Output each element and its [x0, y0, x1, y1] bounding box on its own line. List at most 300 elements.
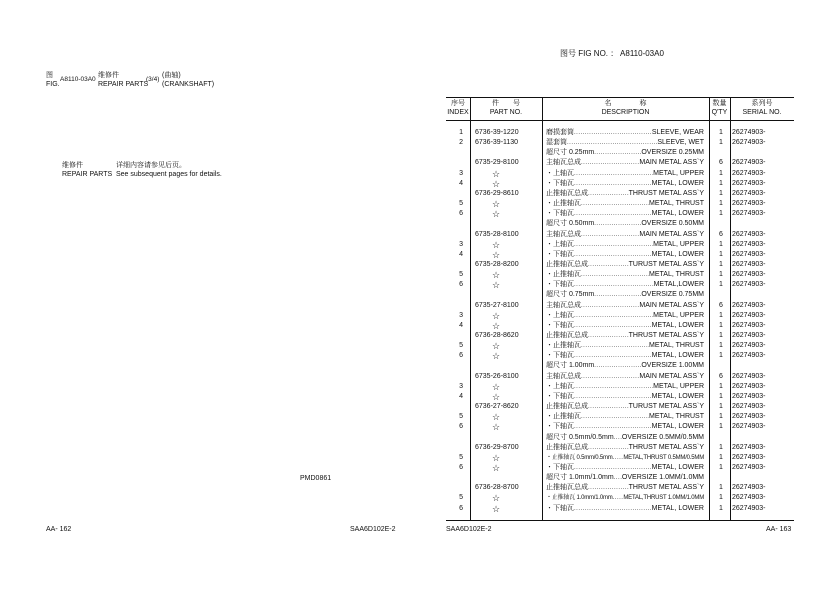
row-description: [546, 179, 704, 189]
star-marker: ☆: [492, 239, 501, 250]
row-description: [546, 422, 704, 432]
row-desc-cn: ・下轴瓦: [546, 281, 574, 289]
row-desc-cn: ・下轴瓦: [546, 321, 574, 329]
row-desc-cn: ・止推轴瓦: [546, 413, 581, 421]
row-index: 3: [459, 311, 463, 319]
table-row: [446, 179, 794, 189]
row-qty: 1: [719, 281, 723, 289]
row-serial: 26274903-: [732, 382, 766, 390]
table-row: [446, 199, 794, 209]
leader-dots: [574, 422, 652, 432]
row-qty: 1: [719, 139, 723, 147]
row-description: [546, 199, 704, 209]
row-description: [546, 331, 704, 341]
header-description: [542, 99, 709, 117]
row-index: 2: [459, 139, 463, 147]
leader-dots: [613, 453, 624, 463]
table-row: [446, 422, 794, 432]
row-description: [546, 473, 704, 483]
row-desc-cn: ・下轴瓦: [546, 504, 574, 512]
leader-dots: [594, 361, 641, 371]
row-desc-cn: 超尺寸 1.00mm: [546, 362, 595, 370]
leader-dots: [588, 189, 629, 199]
row-serial: 26274903-: [732, 159, 766, 167]
row-index: 3: [459, 169, 463, 177]
row-description: [546, 240, 704, 250]
row-desc-cn: ・上轴瓦: [546, 382, 574, 390]
leader-dots: [574, 321, 652, 331]
row-desc-cn: ・下轴瓦: [546, 463, 574, 471]
row-desc-en: METAL, LOWER: [651, 321, 704, 329]
row-description: [546, 219, 704, 229]
row-serial: 26274903-: [732, 372, 766, 380]
repair-parts-en: REPAIR PARTS: [98, 81, 149, 88]
header-serial-en: SERIAL NO.: [742, 109, 782, 116]
row-desc-en: THRUST METAL ASS`Y: [628, 332, 704, 339]
row-description: [546, 311, 704, 321]
fig-number: A8110-03A0: [620, 49, 664, 58]
row-description: [546, 270, 704, 280]
star-marker: ☆: [492, 199, 501, 210]
row-desc-en: METAL, LOWER: [651, 352, 704, 360]
row-index: 6: [459, 281, 463, 289]
row-desc-en: METAL, THRUST: [649, 271, 704, 279]
row-description: [546, 402, 704, 412]
row-desc-cn: 湿套筒: [546, 139, 567, 147]
table-row: [446, 321, 794, 331]
header-part-no: [470, 99, 542, 117]
row-qty: 1: [719, 240, 723, 248]
row-description: [546, 321, 704, 331]
table-row: [446, 493, 794, 503]
row-desc-cn: 磨损套筒: [546, 129, 574, 136]
row-index: 4: [459, 179, 463, 187]
row-desc-en: MAIN METAL ASS`Y: [639, 159, 704, 167]
row-desc-cn: ・上轴瓦: [546, 240, 574, 248]
table-row: [446, 504, 794, 514]
row-serial: 26274903-: [732, 260, 766, 268]
row-desc-cn: 止推轴瓦总成: [546, 189, 588, 197]
table-row: [446, 331, 794, 341]
note-text-en: See subsequent pages for details.: [116, 171, 222, 178]
row-qty: 1: [719, 210, 723, 218]
row-qty: 6: [719, 159, 723, 167]
header-qty-en: Q'TY: [711, 109, 728, 116]
leader-dots: [594, 290, 641, 300]
row-desc-cn: ・下轴瓦: [546, 423, 574, 431]
star-marker: ☆: [492, 462, 501, 473]
row-part-number: 6736-39-1130: [475, 139, 519, 147]
row-serial: 26274903-: [732, 139, 766, 147]
row-serial: 26274903-: [732, 352, 766, 360]
table-row: [446, 412, 794, 422]
row-desc-cn: ・下轴瓦: [546, 210, 574, 218]
row-description: [546, 250, 704, 260]
row-part-number: 6736-29-8700: [475, 443, 519, 451]
row-qty: 1: [719, 484, 723, 492]
row-description: [546, 209, 704, 219]
table-row: [446, 148, 794, 158]
row-desc-en: SLEEVE, WET: [657, 139, 704, 147]
row-desc-cn: ・下轴瓦: [546, 392, 574, 400]
row-index: 5: [459, 494, 463, 502]
header-index-cn: 序号: [451, 100, 465, 107]
row-description: [546, 351, 704, 361]
row-serial: 26274903-: [732, 311, 766, 319]
row-desc-cn: 主轴瓦总成: [546, 230, 581, 238]
leader-dots: [588, 443, 629, 453]
header-serial-cn: 系列号: [751, 100, 773, 107]
row-index: 5: [459, 200, 463, 208]
row-description: [546, 392, 704, 402]
row-index: 3: [459, 240, 463, 248]
table-row: [446, 453, 794, 463]
table-row: [446, 473, 794, 483]
leader-dots: [588, 483, 629, 493]
row-desc-en: METAL,THRUST 1.0MM/1.0MM: [623, 495, 704, 502]
fig-label-cn: 图号: [560, 49, 576, 58]
row-qty: 1: [719, 443, 723, 451]
row-serial: 26274903-: [732, 453, 766, 461]
row-index: 3: [459, 382, 463, 390]
note-label-cn: 维修件: [62, 162, 83, 169]
row-description: [546, 493, 704, 503]
row-part-number: 6735-27-8100: [475, 301, 519, 309]
row-description: [546, 483, 704, 493]
row-serial: 26274903-: [732, 423, 766, 431]
row-desc-en: METAL, UPPER: [653, 311, 704, 319]
part-name-en: (CRANKSHAFT): [162, 81, 215, 88]
row-serial: 26274903-: [732, 463, 766, 471]
row-qty: 1: [719, 332, 723, 339]
leader-dots: [574, 209, 652, 219]
row-serial: 26274903-: [732, 200, 766, 208]
star-marker: ☆: [492, 168, 501, 179]
row-qty: 1: [719, 392, 723, 400]
row-desc-cn: 超尺寸 1.0mm/1.0mm: [546, 474, 614, 482]
row-serial: 26274903-: [732, 494, 766, 502]
leader-dots: [613, 493, 624, 503]
row-desc-en: OVERSIZE 0.5MM/0.5MM: [621, 433, 704, 441]
row-index: 6: [459, 463, 463, 471]
row-desc-en: METAL, LOWER: [651, 210, 704, 218]
row-index: 6: [459, 210, 463, 218]
leader-dots: [581, 412, 649, 422]
leader-dots: [581, 372, 639, 382]
row-desc-en: OVERSIZE 0.75MM: [641, 291, 704, 299]
star-marker: ☆: [492, 381, 501, 392]
table-row: [446, 209, 794, 219]
header-desc-cn: 名 称: [604, 100, 647, 107]
row-desc-en: MAIN METAL ASS`Y: [639, 301, 704, 309]
table-row: [446, 382, 794, 392]
leader-dots: [574, 504, 652, 514]
row-description: [546, 433, 704, 443]
header-qty: [709, 99, 730, 117]
row-description: [546, 382, 704, 392]
row-qty: 1: [719, 342, 723, 350]
row-description: [546, 361, 704, 371]
star-marker: ☆: [492, 249, 501, 260]
row-desc-en: METAL, LOWER: [651, 250, 704, 258]
row-desc-cn: 主轴瓦总成: [546, 301, 581, 309]
table-row: [446, 260, 794, 270]
leader-dots: [574, 392, 652, 402]
leader-dots: [594, 148, 641, 158]
part-name-cn: (曲轴): [162, 72, 181, 79]
row-serial: 26274903-: [732, 403, 766, 411]
row-desc-en: OVERSIZE 0.50MM: [641, 220, 704, 228]
table-row: [446, 230, 794, 240]
row-description: [546, 504, 704, 514]
row-index: 5: [459, 342, 463, 350]
star-marker: ☆: [492, 351, 501, 362]
row-part-number: 6736-39-1220: [475, 129, 519, 136]
row-desc-cn: ・止推轴瓦: [546, 200, 581, 208]
row-serial: 26274903-: [732, 301, 766, 309]
row-description: [546, 260, 704, 270]
row-serial: 26274903-: [732, 342, 766, 350]
row-desc-cn: ・下轴瓦: [546, 352, 574, 360]
row-desc-en: METAL, UPPER: [653, 240, 704, 248]
row-desc-en: METAL,LOWER: [653, 281, 704, 289]
row-desc-cn: 止推轴瓦总成: [546, 443, 588, 451]
star-marker: ☆: [492, 178, 501, 189]
left-fig-number: A8110-03A0: [60, 76, 96, 83]
row-serial: 26274903-: [732, 392, 766, 400]
row-desc-en: MAIN METAL ASS`Y: [639, 372, 704, 380]
leader-dots: [588, 402, 629, 412]
parts-table: [446, 97, 794, 523]
table-row: [446, 219, 794, 229]
row-description: [546, 463, 704, 473]
row-description: [546, 138, 704, 148]
row-desc-cn: 主轴瓦总成: [546, 159, 581, 167]
row-serial: 26274903-: [732, 332, 766, 339]
table-row: [446, 270, 794, 280]
row-serial: 26274903-: [732, 281, 766, 289]
header-index: [446, 99, 470, 117]
row-description: [546, 301, 704, 311]
row-part-number: 6736-28-8620: [475, 332, 519, 339]
row-description: [546, 372, 704, 382]
row-serial: 26274903-: [732, 504, 766, 512]
row-description: [546, 341, 704, 351]
row-desc-en: OVERSIZE 1.0MM/1.0MM: [621, 474, 704, 482]
row-desc-cn: ・止推轴瓦: [546, 342, 581, 350]
row-serial: 26274903-: [732, 271, 766, 279]
right-page-number: AA- 163: [766, 526, 792, 533]
row-desc-cn: 超尺寸 0.75mm: [546, 291, 595, 299]
row-serial: 26274903-: [732, 240, 766, 248]
row-serial: 26274903-: [732, 179, 766, 187]
row-qty: 1: [719, 382, 723, 390]
leader-dots: [588, 331, 629, 341]
row-serial: 26274903-: [732, 230, 766, 238]
row-index: 5: [459, 271, 463, 279]
row-desc-en: OVERSIZE 1.00MM: [641, 362, 704, 370]
row-description: [546, 230, 704, 240]
leader-dots: [574, 128, 652, 138]
star-marker: ☆: [492, 310, 501, 321]
table-row: [446, 372, 794, 382]
table-row: [446, 351, 794, 361]
fig-colon: ：: [610, 49, 619, 58]
row-part-number: 6735-28-8200: [475, 260, 519, 268]
row-desc-en: THRUST METAL ASS`Y: [628, 484, 704, 492]
row-desc-en: METAL, LOWER: [651, 423, 704, 431]
leader-dots: [581, 158, 639, 168]
table-row: [446, 158, 794, 168]
row-desc-cn: 主轴瓦总成: [546, 372, 581, 380]
header-desc-en: DESCRIPTION: [601, 109, 650, 116]
star-marker: ☆: [492, 412, 501, 423]
table-top-rule: [446, 97, 794, 98]
row-qty: 1: [719, 271, 723, 279]
table-bottom-rule: [446, 520, 794, 521]
row-qty: 1: [719, 179, 723, 187]
fig-label-en: FIG NO.: [578, 49, 609, 58]
note-text-cn: 详细内容请参见后页。: [116, 162, 186, 169]
row-description: [546, 189, 704, 199]
row-index: 5: [459, 453, 463, 461]
row-qty: 1: [719, 311, 723, 319]
table-row: [446, 361, 794, 371]
leader-dots: [581, 270, 649, 280]
row-serial: 26274903-: [732, 189, 766, 197]
table-row: [446, 240, 794, 250]
row-desc-en: MAIN METAL ASS`Y: [639, 230, 704, 238]
left-model-number: SAA6D102E-2: [350, 526, 396, 533]
table-row: [446, 128, 794, 138]
row-part-number: 6735-26-8100: [475, 372, 519, 380]
row-desc-cn: ・止推轴瓦 0.5mm/0.5mm: [546, 454, 613, 461]
row-index: 6: [459, 423, 463, 431]
row-serial: 26274903-: [732, 129, 766, 136]
row-part-number: 6735-29-8100: [475, 159, 519, 167]
row-description: [546, 290, 704, 300]
leader-dots: [581, 199, 649, 209]
row-serial: 26274903-: [732, 321, 766, 329]
row-desc-cn: ・止推轴瓦 1.0mm/1.0mm: [546, 495, 613, 502]
table-row: [446, 290, 794, 300]
row-index: 4: [459, 392, 463, 400]
row-index: 4: [459, 321, 463, 329]
row-desc-en: SLEEVE, WEAR: [651, 129, 704, 136]
header-part-en: PART NO.: [489, 109, 523, 116]
row-desc-cn: 超尺寸 0.5mm/0.5mm: [546, 433, 614, 441]
header-qty-cn: 数量: [712, 100, 727, 107]
star-marker: ☆: [492, 391, 501, 402]
star-marker: ☆: [492, 493, 501, 504]
table-row: [446, 250, 794, 260]
row-desc-cn: ・下轴瓦: [546, 250, 574, 258]
row-qty: 6: [719, 301, 723, 309]
row-serial: 26274903-: [732, 413, 766, 421]
row-qty: 1: [719, 200, 723, 208]
leader-dots: [574, 311, 653, 321]
star-marker: ☆: [492, 209, 501, 220]
left-page-number: AA- 162: [46, 526, 72, 533]
row-desc-cn: 超尺寸 0.50mm: [546, 220, 595, 228]
row-part-number: 6735-28-8100: [475, 230, 519, 238]
star-marker: ☆: [492, 503, 501, 514]
star-marker: ☆: [492, 280, 501, 291]
row-serial: 26274903-: [732, 210, 766, 218]
row-qty: 1: [719, 423, 723, 431]
row-desc-en: THRUST METAL ASS`Y: [628, 443, 704, 451]
star-marker: ☆: [492, 422, 501, 433]
table-row: [446, 341, 794, 351]
leader-dots: [574, 280, 654, 290]
row-description: [546, 128, 704, 138]
row-qty: 1: [719, 453, 723, 461]
repair-parts-cn: 维修件: [98, 72, 119, 79]
leader-dots: [588, 260, 629, 270]
row-qty: 1: [719, 250, 723, 258]
row-desc-cn: 止推轴瓦总成: [546, 332, 588, 339]
table-row: [446, 402, 794, 412]
row-qty: 1: [719, 413, 723, 421]
row-desc-cn: 止推轴瓦总成: [546, 260, 588, 268]
row-desc-en: TURUST METAL ASS`Y: [628, 260, 704, 268]
row-qty: 6: [719, 372, 723, 380]
row-description: [546, 158, 704, 168]
note-label-en: REPAIR PARTS: [62, 171, 113, 178]
header-part-cn: 件 号: [492, 100, 520, 107]
row-description: [546, 280, 704, 290]
row-desc-en: METAL, THRUST: [649, 413, 704, 421]
table-row: [446, 483, 794, 493]
leader-dots: [574, 250, 652, 260]
row-serial: 26274903-: [732, 443, 766, 451]
row-part-number: 6736-29-8610: [475, 189, 519, 197]
left-fig-label-en: FIG.: [46, 81, 60, 88]
leader-dots: [574, 240, 653, 250]
row-description: [546, 148, 704, 158]
table-row: [446, 301, 794, 311]
row-qty: 1: [719, 494, 723, 502]
row-qty: 1: [719, 189, 723, 197]
row-desc-cn: ・上轴瓦: [546, 311, 574, 319]
row-desc-en: METAL, THRUST: [649, 342, 704, 350]
row-qty: 1: [719, 169, 723, 177]
row-serial: 26274903-: [732, 484, 766, 492]
row-desc-en: METAL, UPPER: [653, 382, 704, 390]
leader-dots: [567, 138, 657, 148]
row-index: 5: [459, 413, 463, 421]
row-qty: 1: [719, 129, 723, 136]
leader-dots: [614, 433, 622, 443]
header-index-en: INDEX: [447, 109, 469, 116]
row-desc-cn: 止推轴瓦总成: [546, 484, 588, 492]
row-qty: 1: [719, 403, 723, 411]
row-part-number: 6736-27-8620: [475, 403, 519, 411]
row-desc-en: METAL, LOWER: [651, 392, 704, 400]
row-desc-en: METAL, THRUST: [649, 200, 704, 208]
table-row: [446, 280, 794, 290]
row-desc-en: METAL,THRUST 0.5MM/0.5MM: [623, 454, 704, 461]
left-fig-label-cn: 图: [46, 72, 53, 79]
table-row: [446, 189, 794, 199]
row-desc-cn: ・止推轴瓦: [546, 271, 581, 279]
leader-dots: [581, 341, 649, 351]
drawing-number: PMD0861: [300, 475, 332, 482]
leader-dots: [574, 351, 652, 361]
row-qty: 1: [719, 321, 723, 329]
row-description: [546, 412, 704, 422]
row-index: 1: [459, 129, 463, 136]
